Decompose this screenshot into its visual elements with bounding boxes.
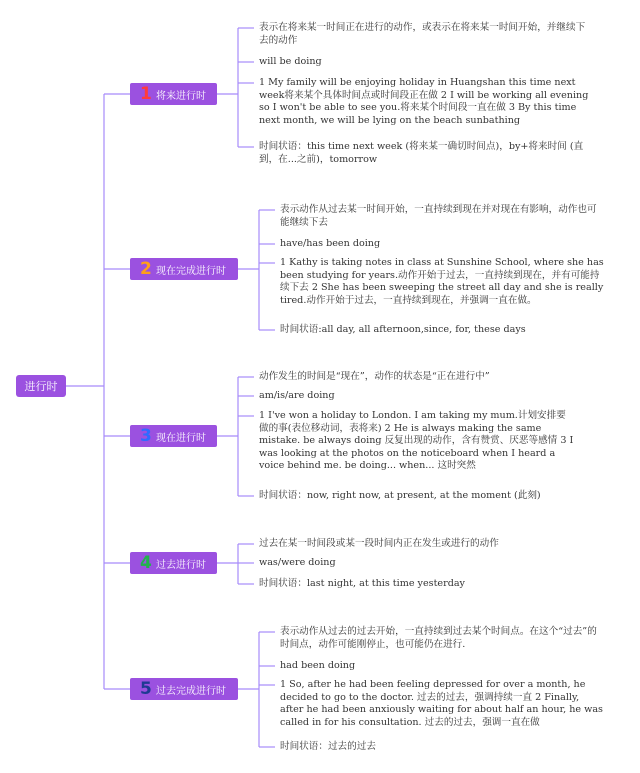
leaf-examples: 1 I've won a holiday to London. I am taking my mum.计划安排要做的事(表位移动词，表将来) 2 He is always making the same mistake. be always doing 反复出现的动作，含有赞赏、厌恶等感情 3 I was looking at the photos on the noticeboard when I heard a voice behind me. be doing... when... 这时突然 xyxy=(259,410,574,471)
branch-number: 4 xyxy=(140,553,152,573)
leaf-examples: 1 Kathy is taking notes in class at Sunshine School, where she has been studying for years.动作开始于过去，一直持续到现在，并有可能持续下去 2 She has been sweeping the street all day and she is really tired.动作开始于过去，一直持续到现在，并强调一直在做。 xyxy=(280,257,604,306)
branch-past-continuous[interactable] xyxy=(130,552,217,574)
leaf-time-adverbials: 时间状语:all day, all afternoon,since, for, these days xyxy=(280,324,526,335)
branch-present-continuous[interactable] xyxy=(130,425,217,447)
leaf-form: am/is/are doing xyxy=(259,390,335,401)
leaf-form: had been doing xyxy=(280,660,356,671)
leaf-definition: 表示动作从过去的过去开始，一直持续到过去某个时间点。在这个“过去”的时间点，动作可能刚停止，也可能仍在进行. xyxy=(280,626,597,650)
leaf-time-adverbials: 时间状语：this time next week (将来某一确切时间点)，by+将来时间 (直到，在...之前)，tomorrow xyxy=(259,141,584,165)
branch-label: 过去进行时 xyxy=(156,559,206,571)
branch-past-perfect-continuous[interactable] xyxy=(130,678,238,700)
leaf-time-adverbials: 时间状语：now, right now, at present, at the moment (此刻) xyxy=(259,490,541,501)
leaf-form: was/were doing xyxy=(259,557,336,568)
leaf-form: will be doing xyxy=(259,56,322,67)
branch-label: 过去完成进行时 xyxy=(156,685,226,697)
branch-number: 1 xyxy=(140,84,152,104)
leaf-definition: 动作发生的时间是“现在”，动作的状态是“正在进行中” xyxy=(259,371,490,382)
root-node[interactable] xyxy=(16,375,66,397)
leaf-definition: 过去在某一时间段或某一段时间内正在发生或进行的动作 xyxy=(259,538,499,549)
branch-number: 3 xyxy=(140,426,152,446)
leaf-time-adverbials: 时间状语：last night, at this time yesterday xyxy=(259,578,465,589)
branch-number: 5 xyxy=(140,679,152,699)
leaf-examples: 1 My family will be enjoying holiday in Huangshan this time next week将来某个具体时间点或时间段正在做 2 I will be working all evening so I won't be able to see you.将来某个时间段一直在做 3 By this time next month, we will be lying on the beach sunbathing xyxy=(259,77,589,126)
leaf-form: have/has been doing xyxy=(280,238,381,249)
leaf-definition: 表示在将来某一时间正在进行的动作，或表示在将来某一时间开始，并继续下去的动作 xyxy=(259,22,586,46)
leaf-examples: 1 So, after he had been feeling depressed for over a month, he decided to go to the doctor. 过去的过去，强调持续一直 2 Finally, after he had been anxiously waiting for about half an hour, he was called in for his consultation. 过去的过去，强调一直在做 xyxy=(280,679,603,728)
leaf-time-adverbials: 时间状语：过去的过去 xyxy=(280,741,376,752)
leaf-definition: 表示动作从过去某一时间开始，一直持续到现在并对现在有影响，动作也可能继续下去 xyxy=(280,204,597,228)
branch-label: 现在进行时 xyxy=(156,432,206,444)
branch-future-continuous[interactable] xyxy=(130,83,217,105)
branch-number: 2 xyxy=(140,259,152,279)
branch-label: 现在完成进行时 xyxy=(156,265,226,277)
root-label: 进行时 xyxy=(24,380,58,393)
branch-present-perfect-continuous[interactable] xyxy=(130,258,238,280)
branch-label: 将来进行时 xyxy=(156,90,206,102)
